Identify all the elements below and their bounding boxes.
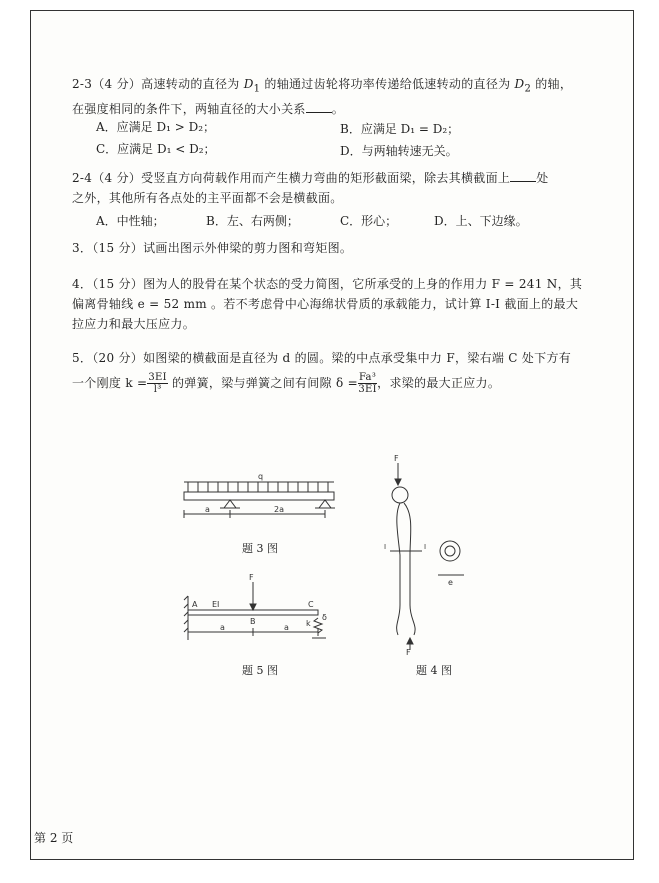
support-a [224,500,236,508]
q24-option-b: B．左、右两侧； [206,214,299,228]
figure-5-caption: 题 5 图 [242,664,278,677]
cross-section [440,541,460,561]
figure-3-overhanging-beam [180,470,340,530]
fig5-k-label: k [306,619,311,628]
q23-line1: 2-3（4 分）高速转动的直径为 $D_1$ 的轴通过齿轮将功率传递给低速转动的直径为 $D_2$ 的轴， [72,77,573,95]
q24-line1: 2-4（4 分）受竖直方向荷载作用而产生横力弯曲的矩形截面梁，除去其横截面上 处 [72,171,549,185]
page-number: 第 2 页 [34,831,74,845]
fig5-a1-label: a [220,623,225,632]
figure-3-caption: 题 3 图 [242,542,278,555]
q23-line2: 在强度相同的条件下，两轴直径的大小关系 。 [72,102,345,117]
fig4-e-label: e [448,578,453,587]
q4-line3: 拉应力和最大压应力。 [72,317,196,331]
q4-line2: 偏离骨轴线 e = 52 mm 。若不考虑骨中心海绵状骨质的承载能力，试计算 I-I 截面上的最大 [72,297,579,311]
q5-line2: 一个刚度 k = $\frac{3EI}{\text{l³}}$ 的弹簧，梁与弹簧之间有间隙 δ = $\frac{\text{Fa³}}{3EI}$ ，求梁的最大正应力。 [72,372,501,395]
q23-option-a: A．应满足 D₁ > D₂； [96,120,216,134]
q5-line1: 5．（20 分）如图梁的横截面是直径为 d 的圆。梁的中点承受集中力 F，梁右端 C 处下方有 [72,351,572,365]
distributed-load-arrows [188,482,328,492]
question-5 [72,348,592,395]
q4-line1: 4．（15 分）图为人的股骨在某个状态的受力简图，它所承受的上身的作用力 F = 241 N，其 [72,277,583,291]
fig5-delta-label: δ [322,613,327,622]
support-b [319,500,331,508]
q23-option-b: B．应满足 D₁ = D₂； [340,122,460,136]
fig4-F-top-label: F [394,454,399,463]
fig5-A-label: A [192,600,198,609]
fig5-F-label: F [249,573,254,582]
fig5-EI-label: EI [212,600,220,609]
figure-4-caption: 题 4 图 [416,664,452,677]
question-2-4 [72,168,592,208]
question-3: 3．（15 分）试画出图示外伸梁的剪力图和弯矩图。 [72,241,353,255]
delta-fraction: $\frac{\text{Fa³}}{3EI}$ [358,372,377,395]
q24-option-c: C．形心； [340,214,398,228]
fig4-F-bottom-label: F [406,648,411,657]
question-2-3 [72,74,592,119]
fig3-q-label: q [258,472,264,481]
fig4-I2-label: I [424,543,427,551]
q23-option-c: C．应满足 D₁ < D₂； [96,142,216,156]
question-4 [72,274,592,334]
q24-option-a: A．中性轴； [96,214,165,228]
exam-page [30,10,634,860]
femur-shaft [404,503,415,635]
femur-head [392,487,408,503]
figure-5-beam-spring [180,570,340,650]
fig3-a-label: a [205,505,210,514]
k-fraction: $\frac{3EI}{\text{l³}}$ [148,372,167,395]
q24-line2: 之外，其他所有各点处的主平面都不会是横截面。 [72,191,343,205]
fig3-2a-label: 2a [274,505,284,514]
fig5-B-label: B [250,617,256,626]
q23-option-d: D．与两轴转速无关。 [340,144,458,158]
fig4-I1-label: I [384,543,387,551]
fig5-a2-label: a [284,623,289,632]
q24-option-d: D．上、下边缘。 [434,214,528,228]
fig5-C-label: C [308,600,314,609]
figure-4-femur [380,455,470,655]
